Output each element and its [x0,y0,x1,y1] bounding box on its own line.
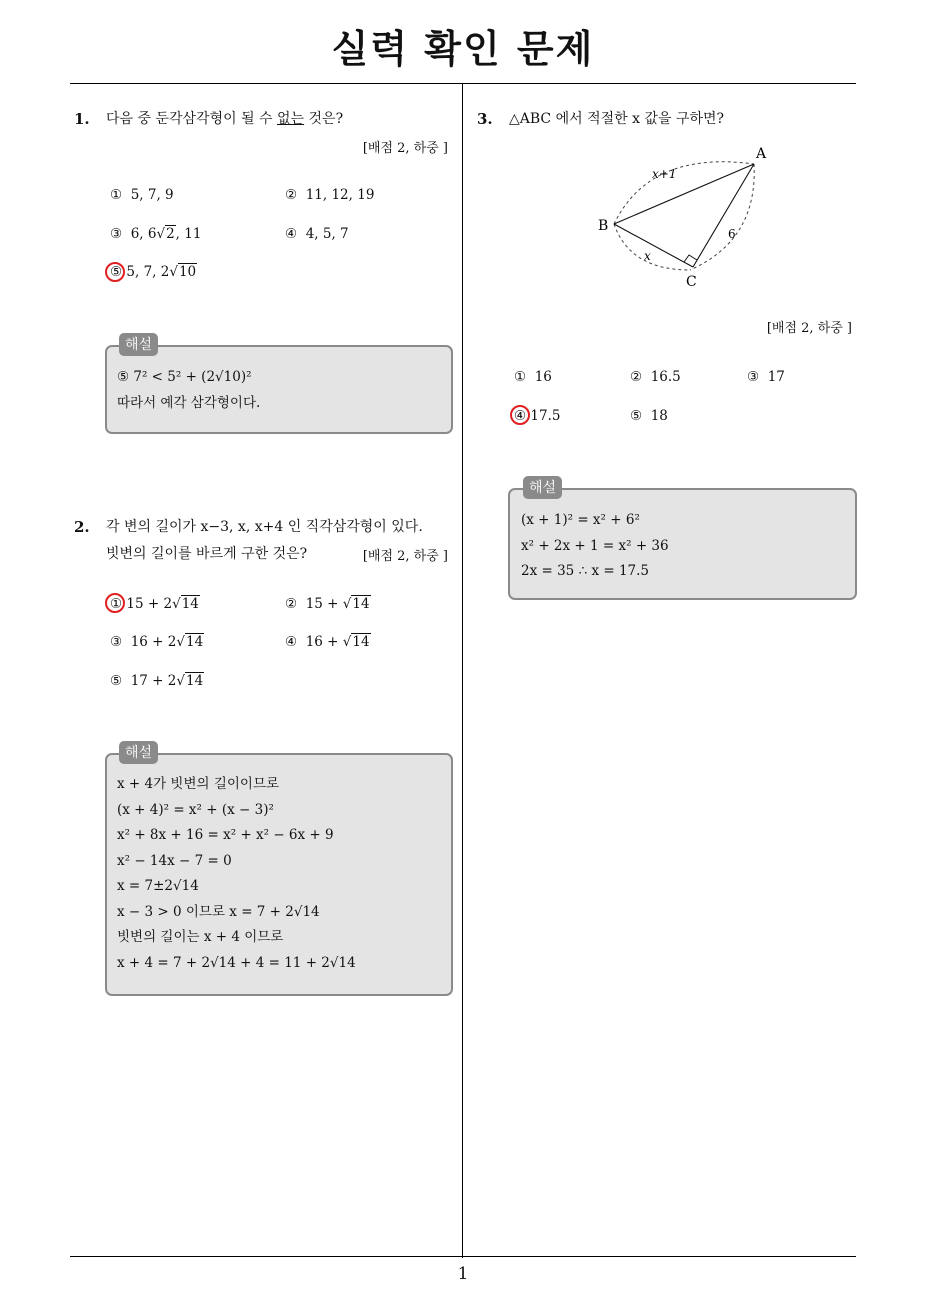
triangle-figure [590,140,780,290]
answer-circle-mark [105,593,125,613]
choice-value: 16 + [305,634,343,650]
question-2-choice-4[interactable]: ④ 16 + √14 [285,634,370,650]
solution-line: x² + 8x + 16 = x² + x² − 6x + 9 [117,827,334,843]
choice-marker: ① [110,187,123,203]
question-1-solution [117,365,260,416]
choice-root: 14 [185,673,204,689]
choice-marker: ② [630,369,643,385]
arc-bc [614,224,690,270]
vertex-c-label: C [686,274,697,290]
right-angle-marker [684,255,697,262]
question-1-choice-2[interactable] [285,187,374,203]
question-2-meta: [배점 2, 하중 ] [362,549,448,564]
solution-line: x + 4 = 7 + 2√14 + 4 = 11 + 2√14 [117,954,356,971]
solution-line: 빗변의 길이는 x + 4 이므로 [117,929,284,945]
choice-marker: ⑤ [110,264,123,280]
choice-marker: ③ [747,369,760,385]
header-rule [70,83,856,84]
question-1-text-pre: 다음 중 둔각삼각형이 될 수 [106,111,278,127]
answer-circle-mark [105,262,125,282]
question-1-meta: [배점 2, 하중 ] [362,141,448,156]
question-1-text-post: 것은? [304,111,344,127]
question-2-text-line-1: 각 변의 길이가 x−3, x, x+4 인 직각삼각형이 있다. [106,519,423,535]
question-2-choice-1[interactable]: ① 15 + 2√14 [110,596,199,612]
choice-root: 2 [166,226,175,242]
question-2-solution [117,772,356,976]
question-3-choice-3[interactable] [747,369,785,385]
solution-line: (x + 1)² = x² + 6² [521,512,640,528]
choice-root: 14 [352,596,370,612]
choice-value: 15 + [305,596,343,612]
choice-marker: ④ [514,408,527,424]
choice-marker: ③ [110,634,123,650]
choice-marker: ① [514,369,527,385]
choice-value: 5, 7, 9 [130,187,174,203]
choice-value: 17 + 2 [130,673,177,689]
choice-root: 10 [178,264,197,280]
question-3-number: 3. [477,110,493,128]
choice-value: 11, 12, 19 [305,187,375,203]
question-3-text: △ABC 에서 적절한 x 값을 구하면? [509,111,725,127]
question-3-choice-2[interactable] [630,369,681,385]
vertex-b-label: B [598,218,609,234]
choice-marker: ④ [285,634,298,650]
solution-line: x − 3 > 0 이므로 x = 7 + 2√14 [117,903,320,920]
side-bc-label: x [644,249,651,263]
choice-marker: ④ [285,226,298,242]
choice-value: 16 + 2 [130,634,177,650]
choice-value: 15 + 2 [126,596,173,612]
solution-line: 2x = 35 ∴ x = 17.5 [521,563,650,579]
solution-line: (x + 4)² = x² + (x − 3)² [117,801,274,818]
question-3-solution [521,508,669,585]
choice-value: 5, 7, 2 [126,264,170,280]
choice-value: 4, 5, 7 [305,226,349,242]
side-ab-label: x+1 [652,167,677,181]
choice-value: 6, 6 [130,226,157,242]
solution-line: x = 7±2√14 [117,878,199,894]
question-1-number: 1. [74,110,90,128]
solution-line: ⑤ 7² < 5² + (2√10)² [117,369,252,385]
choice-marker: ② [285,187,298,203]
choice-root: 14 [185,634,204,650]
question-1-text-underline: 없는 [277,111,305,127]
choice-marker: ③ [110,226,123,242]
choice-marker: ⑤ [110,673,123,689]
choice-value: 16.5 [650,369,681,385]
choice-value: 17.5 [530,408,561,424]
side-ac [693,164,754,267]
choice-marker: ① [110,596,123,612]
solution-line: x² + 2x + 1 = x² + 36 [521,537,669,554]
question-1-choice-5[interactable]: ⑤ 5, 7, 2√10 [110,264,197,280]
choice-marker: ⑤ [630,408,643,424]
vertex-a-label: A [756,146,767,162]
question-1-text [106,109,343,129]
page-title: 실력 확인 문제 [331,27,595,71]
choice-value-post: , 11 [175,226,202,242]
question-3-meta: [배점 2, 하중 ] [766,321,852,336]
choice-value: 17 [767,369,785,385]
answer-circle-mark [510,405,530,425]
question-2-solution-label: 해설 [119,741,158,764]
solution-line: 따라서 예각 삼각형이다. [117,394,261,411]
solution-line: x² − 14x − 7 = 0 [117,852,232,869]
footer-rule [70,1256,856,1257]
question-3-choice-1[interactable] [514,369,552,385]
solution-line: x + 4가 빗변의 길이이므로 [117,776,280,792]
question-2-choice-2[interactable]: ② 15 + √14 [285,596,370,612]
page-number: 1 [457,1264,469,1284]
choice-value: 16 [534,369,552,385]
question-2-choice-5[interactable]: ⑤ 17 + 2√14 [110,673,204,689]
question-1-choice-3[interactable]: ③ 6, 6√2, 11 [110,226,202,242]
question-1-choice-4[interactable] [285,226,349,242]
question-2-choice-3[interactable]: ③ 16 + 2√14 [110,634,204,650]
question-3-solution-label: 해설 [523,476,562,499]
side-ac-label: 6 [728,227,736,241]
choice-marker: ② [285,596,298,612]
question-3-choice-5[interactable] [630,408,668,424]
column-divider [462,83,463,1258]
question-2-number: 2. [74,518,90,536]
choice-value: 18 [650,408,668,424]
question-1-solution-label: 해설 [119,333,158,356]
question-2-text-line-2: 빗변의 길이를 바르게 구한 것은? [106,546,308,562]
choice-root: 14 [352,634,370,650]
choice-root: 14 [181,596,199,612]
question-1-choice-1[interactable] [110,187,174,203]
